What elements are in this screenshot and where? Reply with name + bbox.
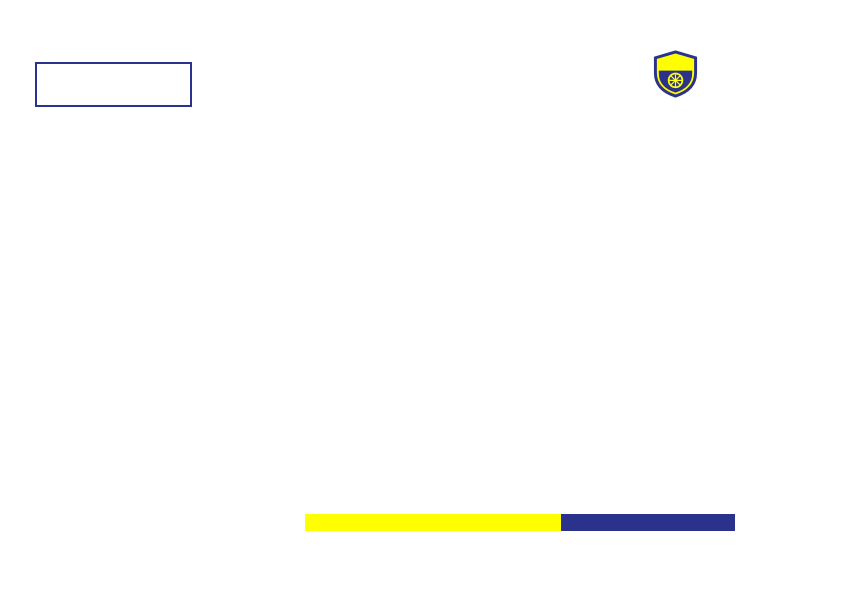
note-box bbox=[35, 62, 192, 107]
legend-fitness-turnen bbox=[305, 514, 561, 531]
club-logo-icon bbox=[651, 50, 700, 98]
legend-bergsport bbox=[561, 514, 735, 531]
